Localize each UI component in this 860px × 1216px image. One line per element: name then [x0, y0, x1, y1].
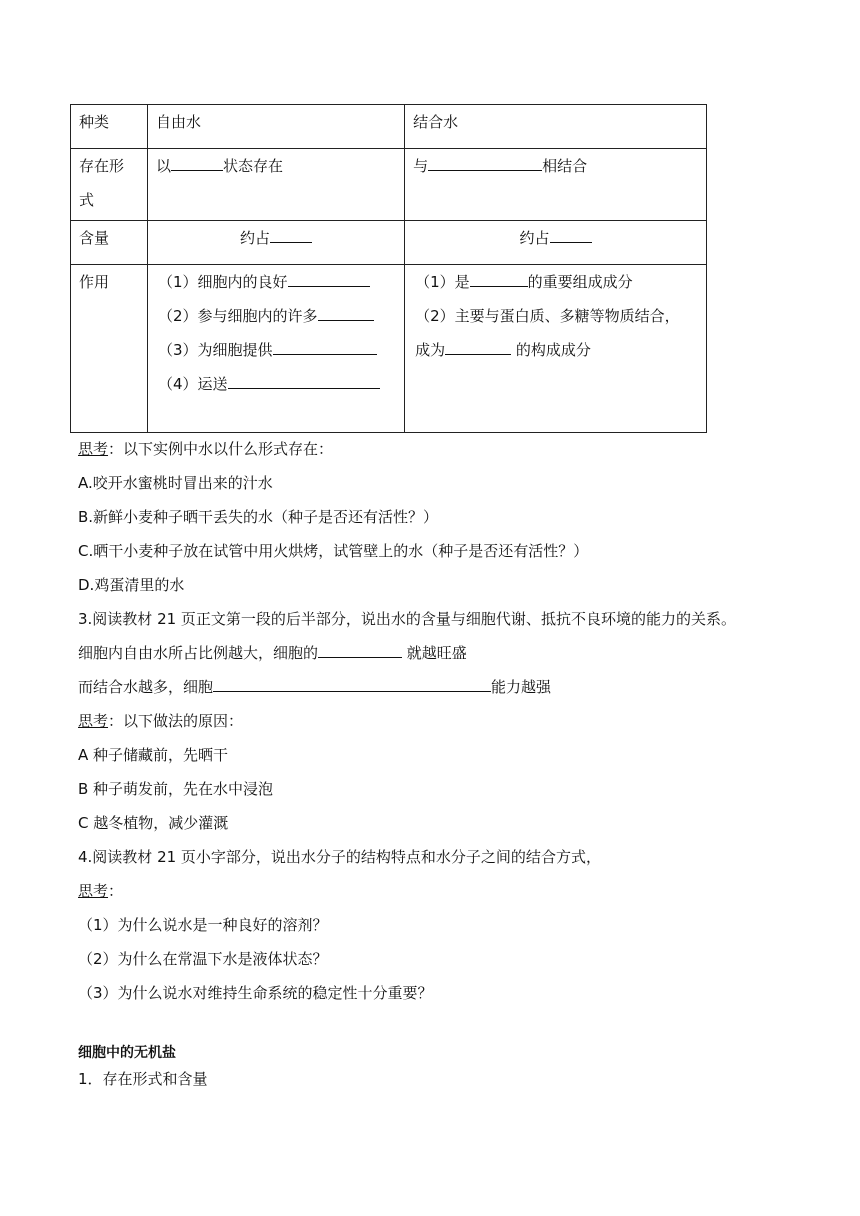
cell-bound-content — [405, 221, 707, 265]
row-label-content: 含量 — [71, 221, 148, 265]
cell-bound-form — [405, 149, 707, 221]
text: 细胞内自由水所占比例越大，细胞的 — [78, 644, 319, 662]
section-3-text: 3.阅读教材 21 页正文第一段的后半部分，说出水的含量与细胞代谢、抵抗不良环境的能力的关系。 — [78, 610, 736, 628]
think-heading-3 — [78, 874, 798, 908]
bound-function-item — [415, 299, 706, 333]
free-function-item — [158, 299, 404, 333]
text: 能力越强 — [491, 678, 552, 696]
fill-blank — [288, 272, 370, 287]
header-cell-free-water: 自由水 — [148, 105, 405, 149]
fill-blank — [470, 272, 528, 287]
table-row-function — [71, 265, 707, 433]
fill-blank — [550, 228, 592, 243]
free-function-item — [158, 333, 404, 367]
think-label: 思考 — [78, 712, 109, 730]
think-heading-1 — [78, 432, 798, 466]
worksheet-body — [78, 432, 798, 1010]
header-cell-kind: 种类 — [71, 105, 148, 149]
text: 状态存在 — [223, 157, 284, 175]
think-label: 思考 — [78, 882, 109, 900]
think-heading-2 — [78, 704, 798, 738]
text: （2）主要与蛋白质、多糖等物质结合， — [415, 307, 680, 325]
cell-bound-function — [405, 265, 707, 433]
text: （4）运送 — [158, 375, 228, 393]
fill-blank — [270, 228, 312, 243]
fill-blank — [213, 677, 491, 692]
fill-blank — [445, 340, 511, 355]
text: 成为 — [415, 341, 446, 359]
fill-blank — [428, 156, 542, 171]
text: 就越旺盛 — [406, 644, 467, 662]
subsection-title: 1．存在形式和含量 — [78, 1070, 208, 1088]
text: 的重要组成成分 — [527, 273, 633, 291]
list-item: （1）为什么说水是一种良好的溶剂？ — [78, 916, 328, 934]
text: （1）细胞内的良好 — [158, 273, 288, 291]
list-item: C.晒干小麦种子放在试管中用火烘烤，试管壁上的水（种子是否还有活性？） — [78, 542, 589, 560]
fill-blank — [318, 643, 402, 658]
row-label-form — [71, 149, 148, 221]
text: 约占 — [519, 229, 550, 247]
header-cell-bound-water: 结合水 — [405, 105, 707, 149]
section-title-inorganic-salts: 细胞中的无机盐 — [78, 1045, 176, 1061]
table-row-content — [71, 221, 707, 265]
text: ：以下实例中水以什么形式存在： — [108, 440, 334, 458]
text: （1）是 — [415, 273, 470, 291]
water-forms-table — [70, 104, 707, 433]
text: 而结合水越多，细胞 — [78, 678, 214, 696]
cell-free-form — [148, 149, 405, 221]
fill-blank — [273, 340, 377, 355]
think-label: 思考 — [78, 440, 109, 458]
text: ： — [108, 882, 124, 900]
table-row-form — [71, 149, 707, 221]
text: 与 — [413, 157, 429, 175]
fill-blank — [228, 374, 380, 389]
list-item: B.新鲜小麦种子晒干丢失的水（种子是否还有活性？） — [78, 508, 439, 526]
text: 以 — [156, 157, 172, 175]
section-4-text: 4.阅读教材 21 页小字部分，说出水分子的结构特点和水分子之间的结合方式， — [78, 848, 601, 866]
table-header-row — [71, 105, 707, 149]
free-function-item — [158, 367, 404, 401]
list-item: （3）为什么说水对维持生命系统的稳定性十分重要？ — [78, 984, 433, 1002]
fill-blank — [171, 156, 223, 171]
section-3-fill-line-1 — [78, 636, 798, 670]
text: 约占 — [240, 229, 271, 247]
text: （3）为细胞提供 — [158, 341, 273, 359]
row-label-text: 存在形式 — [79, 157, 125, 209]
list-item: A.咬开水蜜桃时冒出来的汁水 — [78, 474, 273, 492]
free-function-item — [158, 265, 404, 299]
list-item: D.鸡蛋清里的水 — [78, 576, 185, 594]
cell-free-content — [148, 221, 405, 265]
list-item: B 种子萌发前，先在水中浸泡 — [78, 780, 274, 798]
cell-free-function — [148, 265, 405, 433]
text: （2）参与细胞内的许多 — [158, 307, 318, 325]
bound-function-item — [415, 333, 706, 367]
list-item: C 越冬植物，减少灌溉 — [78, 814, 229, 832]
list-item: A 种子储藏前，先晒干 — [78, 746, 229, 764]
text: 的构成成分 — [515, 341, 591, 359]
text: ：以下做法的原因： — [108, 712, 244, 730]
bound-function-item — [415, 265, 706, 299]
list-item: （2）为什么在常温下水是液体状态？ — [78, 950, 328, 968]
row-label-function: 作用 — [71, 265, 148, 433]
text: 相结合 — [542, 157, 588, 175]
section-3-fill-line-2 — [78, 670, 798, 704]
fill-blank — [318, 306, 374, 321]
